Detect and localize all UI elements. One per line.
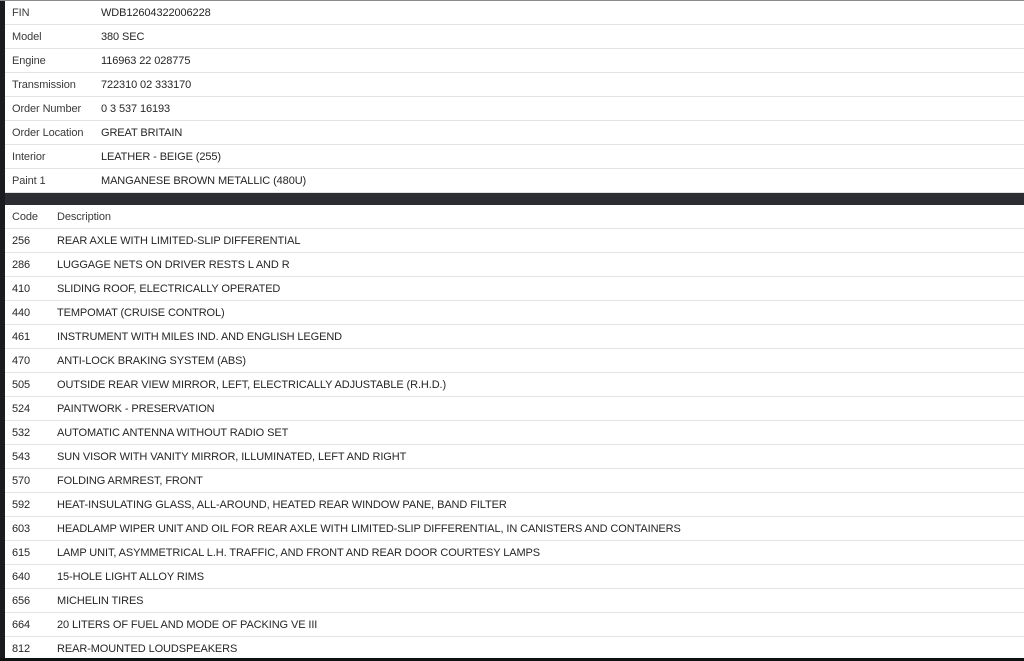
spec-value: 722310 02 333170 — [101, 78, 192, 91]
option-description: 15-HOLE LIGHT ALLOY RIMS — [57, 570, 204, 583]
options-rows-container — [0, 229, 1024, 661]
option-code-row — [0, 613, 1024, 637]
option-code-row — [0, 373, 1024, 397]
code-column-header: Code — [12, 210, 38, 223]
option-description: REAR-MOUNTED LOUDSPEAKERS — [57, 642, 238, 655]
spec-label: Transmission — [12, 78, 76, 91]
option-code: 256 — [12, 234, 31, 247]
spec-row — [0, 1, 1024, 25]
option-code-row — [0, 325, 1024, 349]
option-code-row — [0, 277, 1024, 301]
spec-value: GREAT BRITAIN — [101, 126, 183, 139]
spec-value: WDB12604322006228 — [101, 6, 211, 19]
option-code: 470 — [12, 354, 31, 367]
option-description: PAINTWORK - PRESERVATION — [57, 402, 215, 415]
spec-value: MANGANESE BROWN METALLIC (480U) — [101, 174, 307, 187]
vehicle-info-table — [0, 1, 1024, 193]
option-code-row — [0, 349, 1024, 373]
option-code: 286 — [12, 258, 31, 271]
option-description: HEAT-INSULATING GLASS, ALL-AROUND, HEATED REAR WINDOW PANE, BAND FILTER — [57, 498, 507, 511]
spec-row — [0, 145, 1024, 169]
option-code: 615 — [12, 546, 31, 559]
option-code: 410 — [12, 282, 31, 295]
option-code: 505 — [12, 378, 31, 391]
spec-row — [0, 169, 1024, 193]
option-code: 664 — [12, 618, 31, 631]
option-code: 656 — [12, 594, 31, 607]
option-code: 570 — [12, 474, 31, 487]
option-description: SUN VISOR WITH VANITY MIRROR, ILLUMINATED, LEFT AND RIGHT — [57, 450, 407, 463]
options-header-row — [0, 205, 1024, 229]
spec-value: 116963 22 028775 — [101, 54, 191, 67]
spec-label: Order Location — [12, 126, 84, 139]
option-description: REAR AXLE WITH LIMITED-SLIP DIFFERENTIAL — [57, 234, 301, 247]
spec-row — [0, 121, 1024, 145]
option-code-row — [0, 541, 1024, 565]
option-code: 592 — [12, 498, 31, 511]
option-code-row — [0, 469, 1024, 493]
spec-label: Model — [12, 30, 42, 43]
spec-label: FIN — [12, 6, 30, 19]
option-code: 543 — [12, 450, 31, 463]
option-description: LAMP UNIT, ASYMMETRICAL L.H. TRAFFIC, AND FRONT AND REAR DOOR COURTESY LAMPS — [57, 546, 541, 559]
option-code-row — [0, 445, 1024, 469]
option-code-row — [0, 253, 1024, 277]
option-description: INSTRUMENT WITH MILES IND. AND ENGLISH LEGEND — [57, 330, 343, 343]
spec-label: Order Number — [12, 102, 82, 115]
option-code-row — [0, 517, 1024, 541]
spec-label: Paint 1 — [12, 174, 46, 187]
option-description: FOLDING ARMREST, FRONT — [57, 474, 203, 487]
option-description: MICHELIN TIRES — [57, 594, 144, 607]
spec-row — [0, 25, 1024, 49]
left-accent-bar — [0, 1, 5, 661]
option-description: TEMPOMAT (CRUISE CONTROL) — [57, 306, 225, 319]
option-code-row — [0, 589, 1024, 613]
option-description: SLIDING ROOF, ELECTRICALLY OPERATED — [57, 282, 281, 295]
option-code: 532 — [12, 426, 31, 439]
option-code: 812 — [12, 642, 31, 655]
option-description: ANTI-LOCK BRAKING SYSTEM (ABS) — [57, 354, 246, 367]
option-code-row — [0, 397, 1024, 421]
spec-row — [0, 73, 1024, 97]
spec-value: 380 SEC — [101, 30, 145, 43]
spec-value: 0 3 537 16193 — [101, 102, 171, 115]
option-code: 440 — [12, 306, 31, 319]
option-code: 640 — [12, 570, 31, 583]
option-code: 461 — [12, 330, 31, 343]
section-divider-band — [0, 193, 1024, 205]
option-codes-table — [0, 205, 1024, 661]
option-code: 524 — [12, 402, 31, 415]
option-description: LUGGAGE NETS ON DRIVER RESTS L AND R — [57, 258, 290, 271]
spec-label: Engine — [12, 54, 46, 67]
spec-value: LEATHER - BEIGE (255) — [101, 150, 221, 163]
option-description: OUTSIDE REAR VIEW MIRROR, LEFT, ELECTRICALLY ADJUSTABLE (R.H.D.) — [57, 378, 447, 391]
spec-row — [0, 49, 1024, 73]
option-description: HEADLAMP WIPER UNIT AND OIL FOR REAR AXLE WITH LIMITED-SLIP DIFFERENTIAL, IN CANISTERS AND CONTAINERS — [57, 522, 681, 535]
description-column-header: Description — [57, 210, 111, 223]
option-description: AUTOMATIC ANTENNA WITHOUT RADIO SET — [57, 426, 289, 439]
spec-label: Interior — [12, 150, 46, 163]
option-code-row — [0, 493, 1024, 517]
option-code-row — [0, 301, 1024, 325]
option-code-row — [0, 229, 1024, 253]
option-description: 20 LITERS OF FUEL AND MODE OF PACKING VE III — [57, 618, 318, 631]
spec-row — [0, 97, 1024, 121]
option-code-row — [0, 565, 1024, 589]
option-code: 603 — [12, 522, 31, 535]
option-code-row — [0, 421, 1024, 445]
